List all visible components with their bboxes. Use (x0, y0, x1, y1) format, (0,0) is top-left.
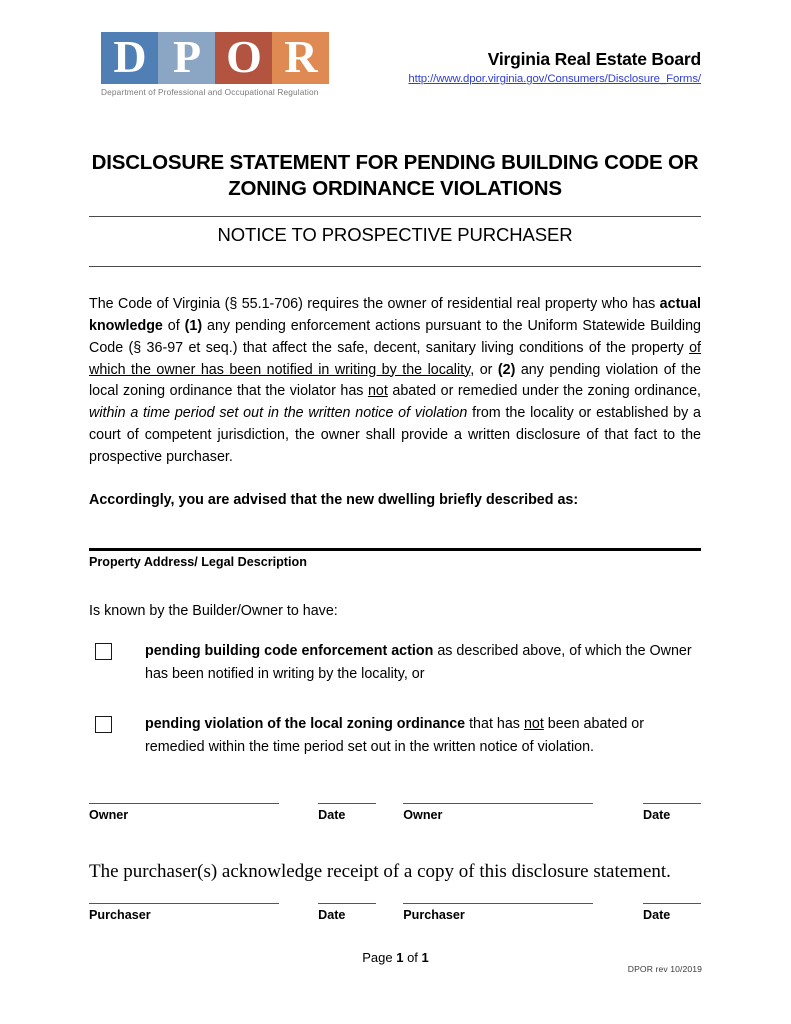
purchaser-signature-field-2[interactable] (403, 903, 593, 922)
acknowledgment-statement: The purchaser(s) acknowledge receipt of a copy of this disclosure statement. (89, 861, 671, 883)
owner-caption-2: Owner (403, 808, 443, 823)
checkbox-2-rest-b: been abated or remedied within the time period set out in the written notice of violation. (145, 715, 644, 756)
purchaser-signature-line-1 (89, 903, 279, 904)
page-current: 1 (396, 950, 404, 965)
purchaser-date-field-2[interactable] (643, 903, 701, 922)
owner-date-caption-2: Date (643, 808, 671, 823)
para-bold-two: (2) (497, 361, 516, 378)
logo-letter-p: P (172, 32, 201, 83)
checkbox-zoning-violation[interactable] (95, 716, 112, 733)
purchaser-caption-2: Purchaser (403, 907, 465, 922)
board-title: Virginia Real Estate Board (487, 49, 701, 69)
checkbox-label-building-code (145, 640, 701, 686)
logo-letter-o: O (226, 32, 261, 83)
logo-square-o (215, 32, 272, 84)
page-prefix: Page (362, 950, 397, 965)
logo-letter-r: R (284, 32, 317, 83)
page-title-line2: ZONING ORDINANCE VIOLATIONS (228, 177, 562, 201)
checkbox-1-rest: as described above, of which the Owner has been notified in writing by the locality, or (145, 642, 692, 682)
checkbox-label-zoning (145, 713, 701, 759)
owner-signature-line-2 (403, 803, 593, 804)
purchaser-signature-row (89, 903, 701, 922)
owner-caption-1: Owner (89, 808, 129, 823)
para-seg-2: of (162, 318, 185, 335)
para-seg-6: abated or remedied under the zoning ordinance, (387, 383, 701, 400)
accordingly-statement: Accordingly, you are advised that the new dwelling briefly described as: (89, 492, 579, 509)
page-number-footer (0, 950, 791, 965)
checkbox-row-building-code[interactable] (89, 640, 701, 686)
purchaser-date-line-1 (318, 903, 376, 904)
owner-signature-line-1 (89, 803, 279, 804)
para-italic-time-period: within a time period set out in the written notice of violation (89, 405, 468, 422)
purchaser-date-caption-1: Date (318, 907, 346, 922)
para-underline-not: not (367, 383, 388, 400)
checkbox-2-bold: pending violation of the local zoning ordinance (145, 715, 466, 732)
disclosure-forms-link[interactable]: http://www.dpor.virginia.gov/Consumers/Disclosure_Forms/ (408, 73, 701, 86)
para-seg-7: from the locality or established by a court of competent jurisdiction, the owner shall provide a written disclosure of that fact to the prospective purchaser. (89, 405, 701, 465)
purchaser-caption-1: Purchaser (89, 907, 151, 922)
logo-tagline: Department of Professional and Occupational Regulation (101, 87, 319, 97)
owner-signature-row (89, 803, 701, 822)
purchaser-date-field-1[interactable] (318, 903, 376, 922)
notice-subtitle: NOTICE TO PROSPECTIVE PURCHASER (217, 224, 573, 246)
logo-square-p (158, 32, 215, 84)
property-address-rule (89, 548, 701, 551)
page-title (89, 150, 701, 202)
para-seg-4: , or (470, 361, 498, 378)
purchaser-signature-field-1[interactable] (89, 903, 279, 922)
dpor-logo-squares (101, 32, 329, 84)
header-right-block (371, 50, 701, 85)
logo-square-r (272, 32, 329, 84)
checkbox-building-code[interactable] (95, 643, 112, 660)
known-by-builder-line: Is known by the Builder/Owner to have: (89, 602, 338, 619)
document-content (89, 0, 701, 922)
owner-signature-field-1[interactable] (89, 803, 279, 822)
owner-date-line-1 (318, 803, 376, 804)
logo-square-d (101, 32, 158, 84)
logo-letter-d: D (113, 32, 146, 83)
para-seg-1: The Code of Virginia (§ 55.1-706) requires the owner of residential real property who has (89, 296, 660, 313)
page-total: 1 (421, 950, 429, 965)
purchaser-signature-line-2 (403, 903, 593, 904)
checkbox-2-underline-not: not (523, 715, 544, 732)
owner-date-caption-1: Date (318, 808, 346, 823)
checkbox-1-bold: pending building code enforcement action (145, 642, 434, 659)
checkbox-2-rest-a: that has (465, 715, 524, 732)
dpor-logo (101, 32, 339, 97)
page-mid: of (403, 950, 422, 965)
para-seg-3: any pending enforcement actions pursuant to the Uniform Statewide Building Code (§ 36-97 et seq.) that affect the safe, decent, sanitary living conditions of the property (89, 318, 701, 356)
owner-date-line-2 (643, 803, 701, 804)
page-title-line1: DISCLOSURE STATEMENT FOR PENDING BUILDING CODE OR (91, 151, 699, 174)
property-address-label: Property Address/ Legal Description (89, 554, 307, 569)
para-bold-actual-knowledge: actual knowledge (89, 296, 701, 335)
owner-date-field-2[interactable] (643, 803, 701, 822)
para-seg-5: any pending violation of the local zoning ordinance that the violator has (89, 361, 701, 400)
document-header (89, 32, 701, 114)
revision-note: DPOR rev 10/2019 (627, 964, 702, 974)
checkbox-row-zoning[interactable] (89, 713, 701, 759)
notice-rule-bottom (89, 266, 701, 267)
owner-signature-field-2[interactable] (403, 803, 593, 822)
para-underline-notified: of which the owner has been notified in writing by the locality (89, 339, 701, 378)
para-bold-one: (1) (184, 318, 203, 335)
statute-paragraph (89, 294, 701, 468)
purchaser-date-line-2 (643, 903, 701, 904)
purchaser-date-caption-2: Date (643, 907, 671, 922)
owner-date-field-1[interactable] (318, 803, 376, 822)
